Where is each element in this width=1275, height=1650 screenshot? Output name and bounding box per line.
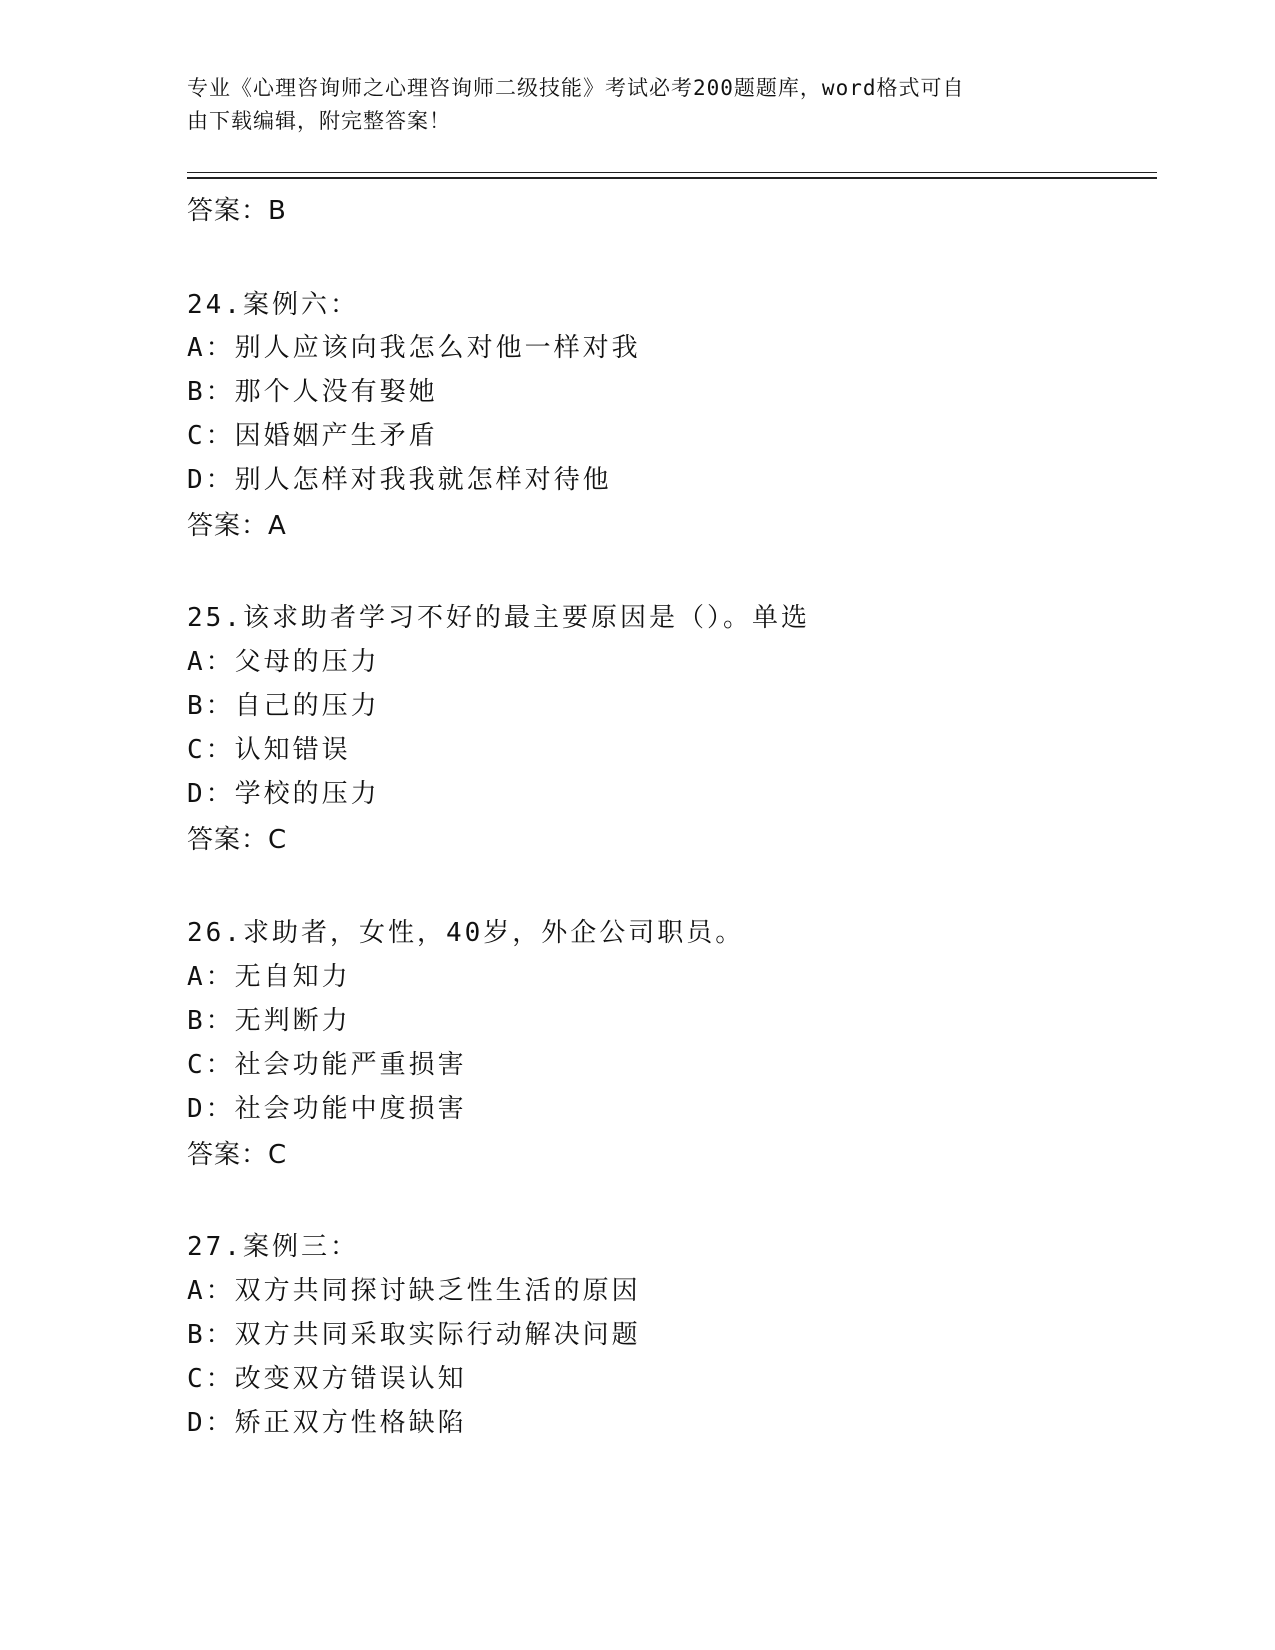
header-divider-thin — [187, 172, 1157, 173]
question-26-option-a: A：无自知力 — [187, 962, 351, 992]
question-25-option-a: A：父母的压力 — [187, 647, 380, 677]
question-27-option-d: D：矫正双方性格缺陷 — [187, 1408, 467, 1438]
question-24-option-b: B：那个人没有娶她 — [187, 377, 438, 407]
question-24-option-d: D：别人怎样对我我就怎样对待他 — [187, 465, 612, 495]
question-24-option-c: C：因婚姻产生矛盾 — [187, 421, 438, 451]
question-25-option-b: B：自己的压力 — [187, 691, 380, 721]
header-line-2: 由下载编辑，附完整答案！ — [187, 109, 451, 133]
question-26-stem: 26.求助者，女性，40岁，外企公司职员。 — [187, 918, 745, 948]
header-divider-thick — [187, 177, 1157, 179]
question-26-option-d: D：社会功能中度损害 — [187, 1094, 467, 1124]
document-header — [187, 72, 1067, 138]
answer-23: 答案：B — [187, 196, 287, 226]
question-27-option-b: B：双方共同采取实际行动解决问题 — [187, 1320, 641, 1350]
answer-25: 答案：C — [187, 825, 288, 855]
question-26-option-c: C：社会功能严重损害 — [187, 1050, 467, 1080]
question-24-option-a: A：别人应该向我怎么对他一样对我 — [187, 333, 641, 363]
question-27-stem: 27.案例三： — [187, 1232, 359, 1262]
question-26-option-b: B：无判断力 — [187, 1006, 351, 1036]
answer-26: 答案：C — [187, 1140, 288, 1170]
answer-24: 答案：A — [187, 511, 287, 541]
header-line-1: 专业《心理咨询师之心理咨询师二级技能》考试必考200题题库，word格式可自 — [187, 76, 965, 100]
question-27-option-a: A：双方共同探讨缺乏性生活的原因 — [187, 1276, 641, 1306]
question-25-option-d: D：学校的压力 — [187, 779, 380, 809]
question-25-stem: 25.该求助者学习不好的最主要原因是（）。单选 — [187, 603, 810, 633]
question-25-option-c: C：认知错误 — [187, 735, 351, 765]
question-27-option-c: C：改变双方错误认知 — [187, 1364, 467, 1394]
question-24-stem: 24.案例六： — [187, 290, 359, 320]
